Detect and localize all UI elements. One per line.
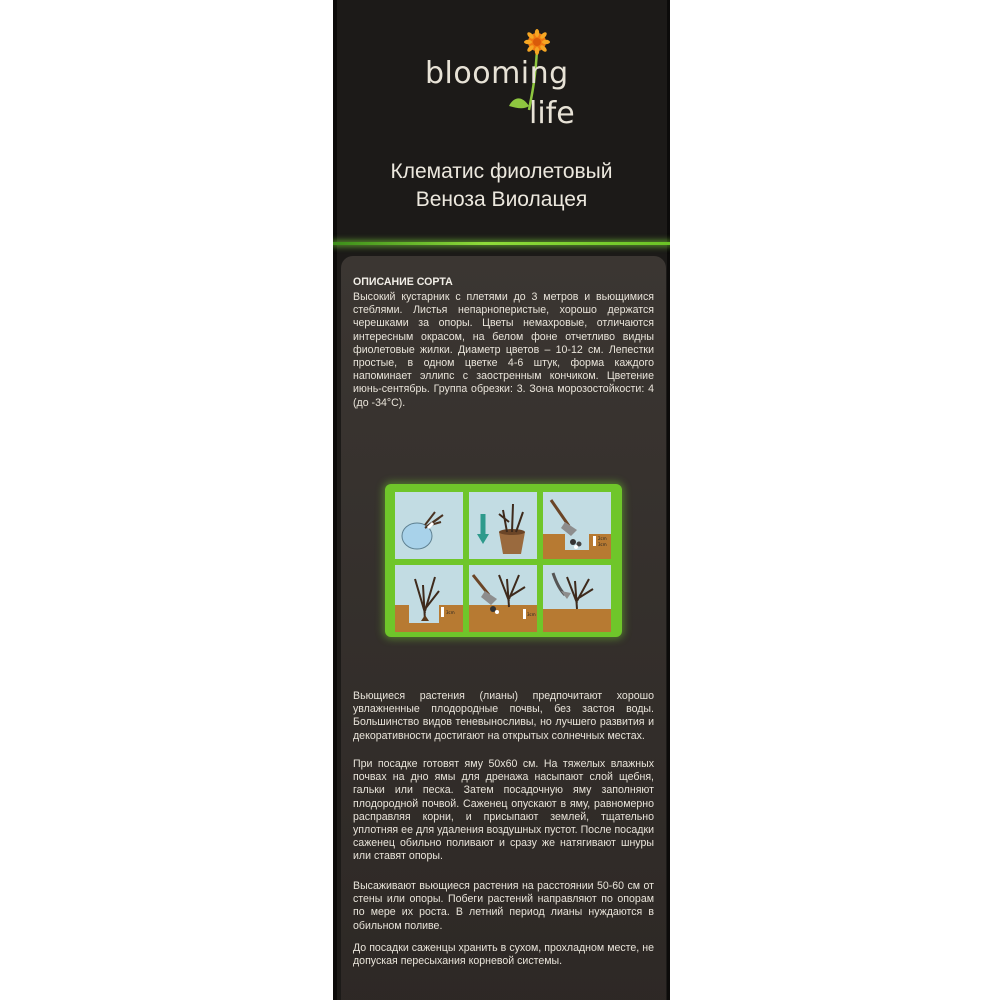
brand-logo [425,28,595,138]
soak-pot-icon [469,492,537,559]
brand-word-life: life [529,96,575,131]
dig-hole-icon [543,492,611,559]
depth-label: 3cm [598,542,607,547]
description-heading: ОПИСАНИЕ СОРТА [353,276,453,288]
paragraph-soil: Вьющиеся растения (лианы) предпочитают хорошо увлажненные плодородные почвы, без застоя воды. Большинство видов теневыносливы, но лучшего развития и декоративности достигают на открытых солнечных местах. [353,690,654,742]
description-text: Высокий кустарник с плетями до 3 метров и вьющимися стеблями. Листья непарноперистые, хорошо держатся черешками за опоры. Цветы немахровые, отличаются интересным окрасом, на белом фоне отчетливо видны фиолетовые жилки. Диаметр цветов – 10-12 см. Лепестки простые, в одном цветке 4-6 штук, форма каждого напоминает эллипс с заостренным кончиком. Цветение июнь-сентябрь. Группа обрезки: 3. Зона морозостойкости: 4 (до -34°С). [353,291,654,409]
seedling-bag-icon [395,492,463,559]
planting-step-3 [543,492,611,559]
cover-soil-icon [469,565,537,632]
brand-word-blooming: blooming [425,56,569,91]
planting-step-1 [395,492,463,559]
package-edge [667,0,670,1000]
paragraph-spacing: Высаживают вьющиеся растения на расстоянии 50-60 см от стены или опоры. Побеги растений направляют по опорам по мере их роста. В летний период лианы нуждаются в обильном поливе. [353,880,654,932]
planting-step-5 [469,565,537,632]
paragraph-storage: До посадки саженцы хранить в сухом, прохладном месте, не допуская пересыхания корневой системы. [353,942,654,968]
planting-step-2 [469,492,537,559]
package-front [333,0,670,1000]
depth-label: 3cm [446,610,455,615]
watering-icon [543,565,611,632]
place-seedling-icon [395,565,463,632]
depth-label: 3cm [527,612,536,617]
depth-label: 2cm [598,536,607,541]
product-title-line-2: Веноза Виолацея [415,188,588,211]
planting-steps-illustration [385,484,622,637]
planting-step-6 [543,565,611,632]
paragraph-planting: При посадке готовят яму 50х60 см. На тяжелых влажных почвах на дно ямы для дренажа насыпают слой щебня, гальки или песка. Затем посадочную яму заполняют плодородной почвой. Саженец опускают в яму, равномерно расправляя корни, и присыпают землей, тщательно уплотняя ее для удаления воздушных пустот. После посадки саженец обильно поливают и сразу же натягивают шнуры или ставят опоры. [353,758,654,863]
product-title-line-1: Клематис фиолетовый [390,160,613,183]
package-edge [333,0,337,1000]
green-divider [333,242,670,245]
planting-step-4 [395,565,463,632]
